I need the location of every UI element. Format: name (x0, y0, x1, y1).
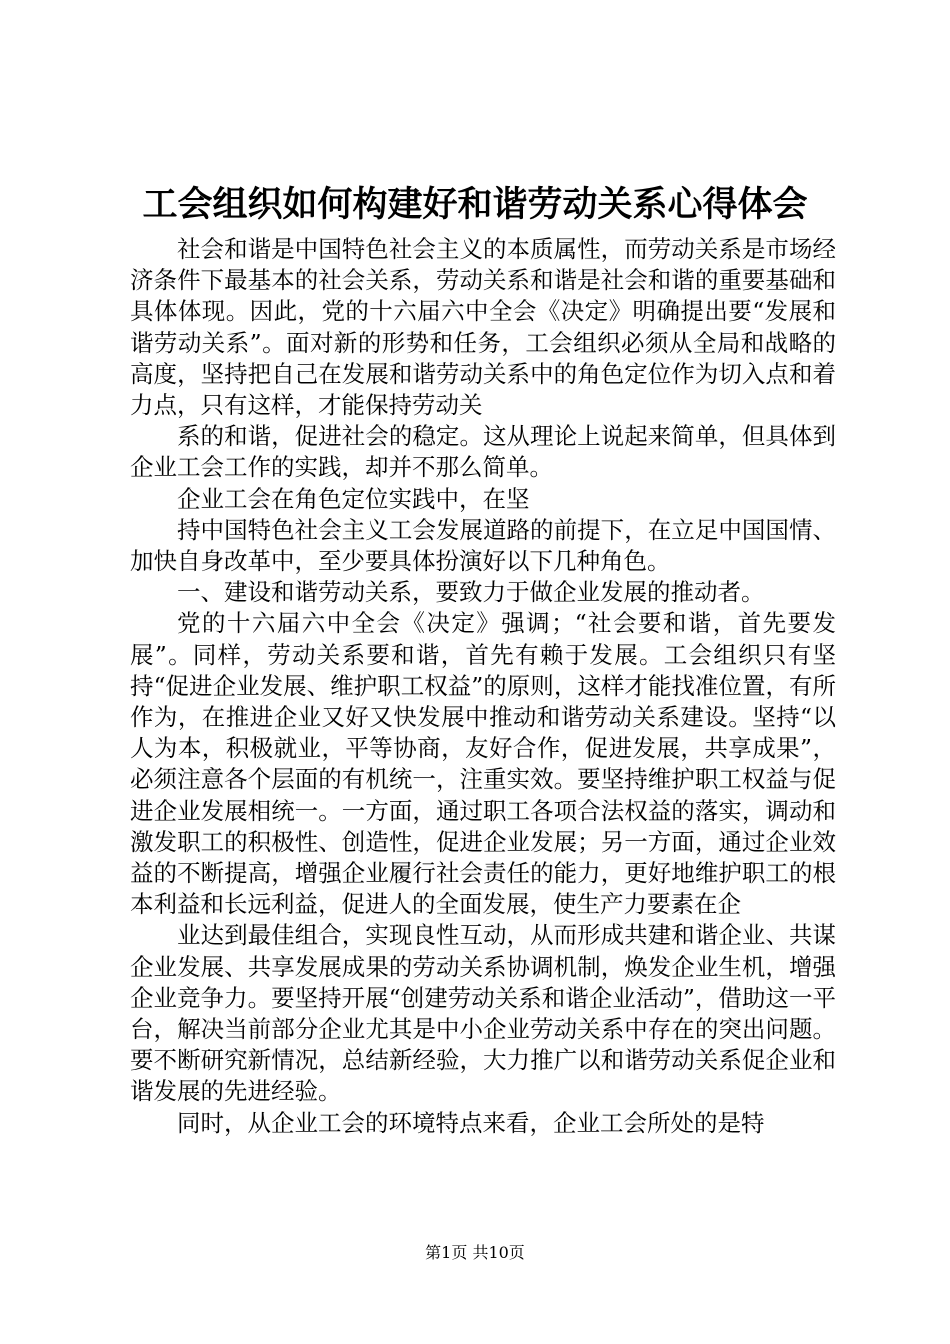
paragraph: 同时，从企业工会的环境特点来看，企业工会所处的是特 (177, 1108, 765, 1137)
paragraph: 社会和谐是中国特色社会主义的本质属性，而劳动关系是市场经济条件下最基本的社会关系，劳动关系和谐是社会和谐的重要基础和具体体现。因此，党的十六届六中全会《决定》明确提出要“发展和谐劳动关系”。面对新的形势和任务，工会组织必须从全局和战略的高度，坚持把自己在发展和谐劳动关系中的角色定位作为切入点和着力点，只有这样，才能保持劳动关 (130, 235, 836, 420)
page-indicator: 第1页 共10页 (425, 1243, 525, 1262)
paragraph: 持中国特色社会主义工会发展道路的前提下，在立足中国国情、加快自身改革中，至少要具体扮演好以下几种角色。 (130, 515, 836, 576)
document-title: 工会组织如何构建好和谐劳动关系心得体会 (142, 184, 808, 225)
paragraph: 企业工会在角色定位实践中，在坚 (177, 484, 530, 513)
paragraph: 系的和谐，促进社会的稳定。这从理论上说起来简单，但具体到企业工会工作的实践，却并不那么简单。 (130, 422, 836, 482)
section-heading: 一、建设和谐劳动关系，要致力于做企业发展的推动者。 (177, 578, 765, 607)
paragraph: 业达到最佳组合，实现良性互动，从而形成共建和谐企业、共谋企业发展、共享发展成果的劳动关系协调机制，焕发企业生机，增强企业竞争力。要坚持开展“创建劳动关系和谐企业活动”，借助这一平台，解决当前部分企业尤其是中小企业劳动关系中存在的突出问题。要不断研究新情况，总结新经验，大力推广以和谐劳动关系促企业和谐发展的先进经验。 (130, 921, 836, 1106)
document-body (130, 234, 836, 1139)
page-footer (0, 1241, 950, 1265)
paragraph: 党的十六届六中全会《决定》强调；“社会要和谐，首先要发展”。同样，劳动关系要和谐，首先有赖于发展。工会组织只有坚持“促进企业发展、维护职工权益”的原则，这样才能找准位置，有所作为，在推进企业又好又快发展中推动和谐劳动关系建设。坚持“以人为本，积极就业，平等协商，友好合作，促进发展，共享成果”，必须注意各个层面的有机统一，注重实效。要坚持维护职工权益与促进企业发展相统一。一方面，通过职工各项合法权益的落实，调动和激发职工的积极性、创造性，促进企业发展；另一方面，通过企业效益的不断提高，增强企业履行社会责任的能力，更好地维护职工的根本利益和长远利益，促进人的全面发展，使生产力要素在企 (130, 609, 836, 919)
